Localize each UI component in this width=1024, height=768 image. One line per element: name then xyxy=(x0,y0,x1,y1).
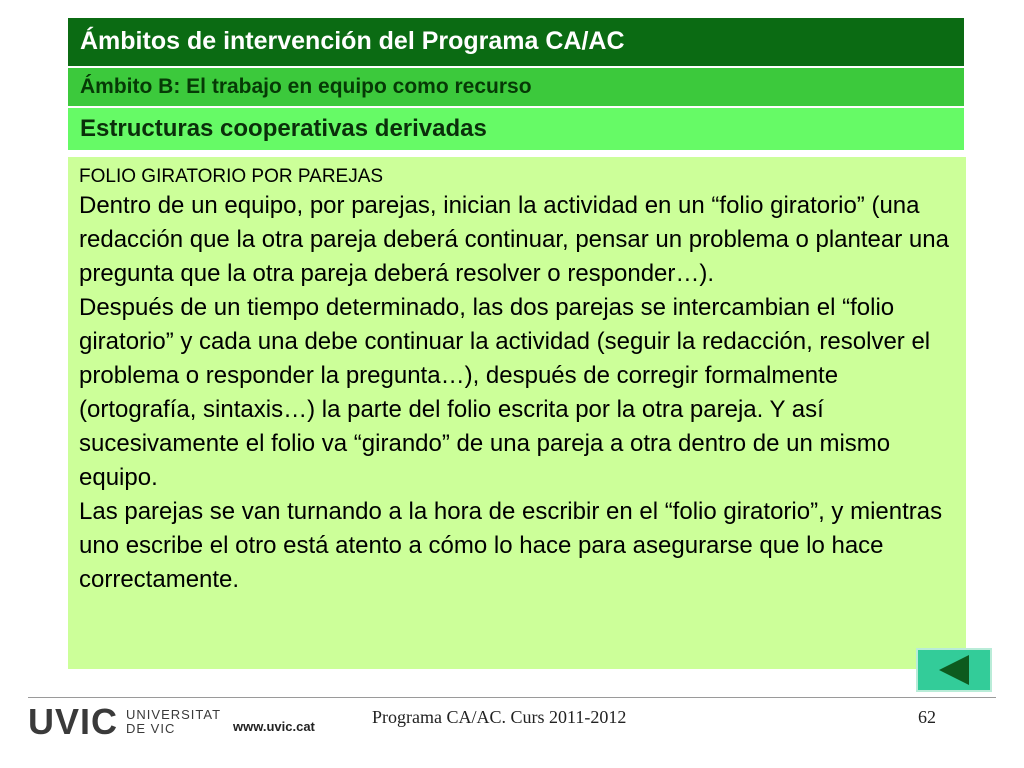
logo-subtitle xyxy=(126,708,221,736)
logo-line-2: DE VIC xyxy=(126,721,176,736)
slide-subtitle: Ámbito B: El trabajo en equipo como recurso xyxy=(68,68,964,106)
university-logo xyxy=(28,701,222,742)
back-button[interactable] xyxy=(916,648,992,692)
paragraph-3: Las parejas se van turnando a la hora de escribir en el “folio giratorio”, y mientras uno escribe el otro está atento a cómo lo hace para asegurarse que lo hace correctamente. xyxy=(79,498,943,593)
logo-line-1: UNIVERSITAT xyxy=(126,707,222,722)
content-heading: FOLIO GIRATORIO POR PAREJAS xyxy=(79,166,384,187)
website-link[interactable]: www.uvic.cat xyxy=(233,719,315,734)
section-title: Estructuras cooperativas derivadas xyxy=(68,108,964,150)
content-box xyxy=(68,157,966,669)
paragraph-1: Dentro de un equipo, por parejas, inician la actividad en un “folio giratorio” (una redacción que la otra pareja deberá continuar, pensar un problema o plantear una pregunta que la otra pareja deberá resolver o responder…). xyxy=(79,192,949,287)
footer-divider xyxy=(28,697,996,698)
footer-text: Programa CA/AC. Curs 2011-2012 xyxy=(372,707,627,727)
paragraph-2: Después de un tiempo determinado, las dos parejas se intercambian el “folio giratorio” y cada una debe continuar la actividad (seguir la redacción, resolver el problema o responder la pregunta…), después de corregir formalmente (ortografía, sintaxis…) la parte del folio escrita por la otra pareja. Y así sucesivamente el folio va “girando” de una pareja a otra dentro de un mismo equipo. xyxy=(79,294,931,491)
page-number: 62 xyxy=(918,707,936,727)
triangle-left-icon xyxy=(937,654,971,686)
slide-title: Ámbitos de intervención del Programa CA/AC xyxy=(68,18,964,66)
logo-mark: UVIC xyxy=(28,701,119,742)
